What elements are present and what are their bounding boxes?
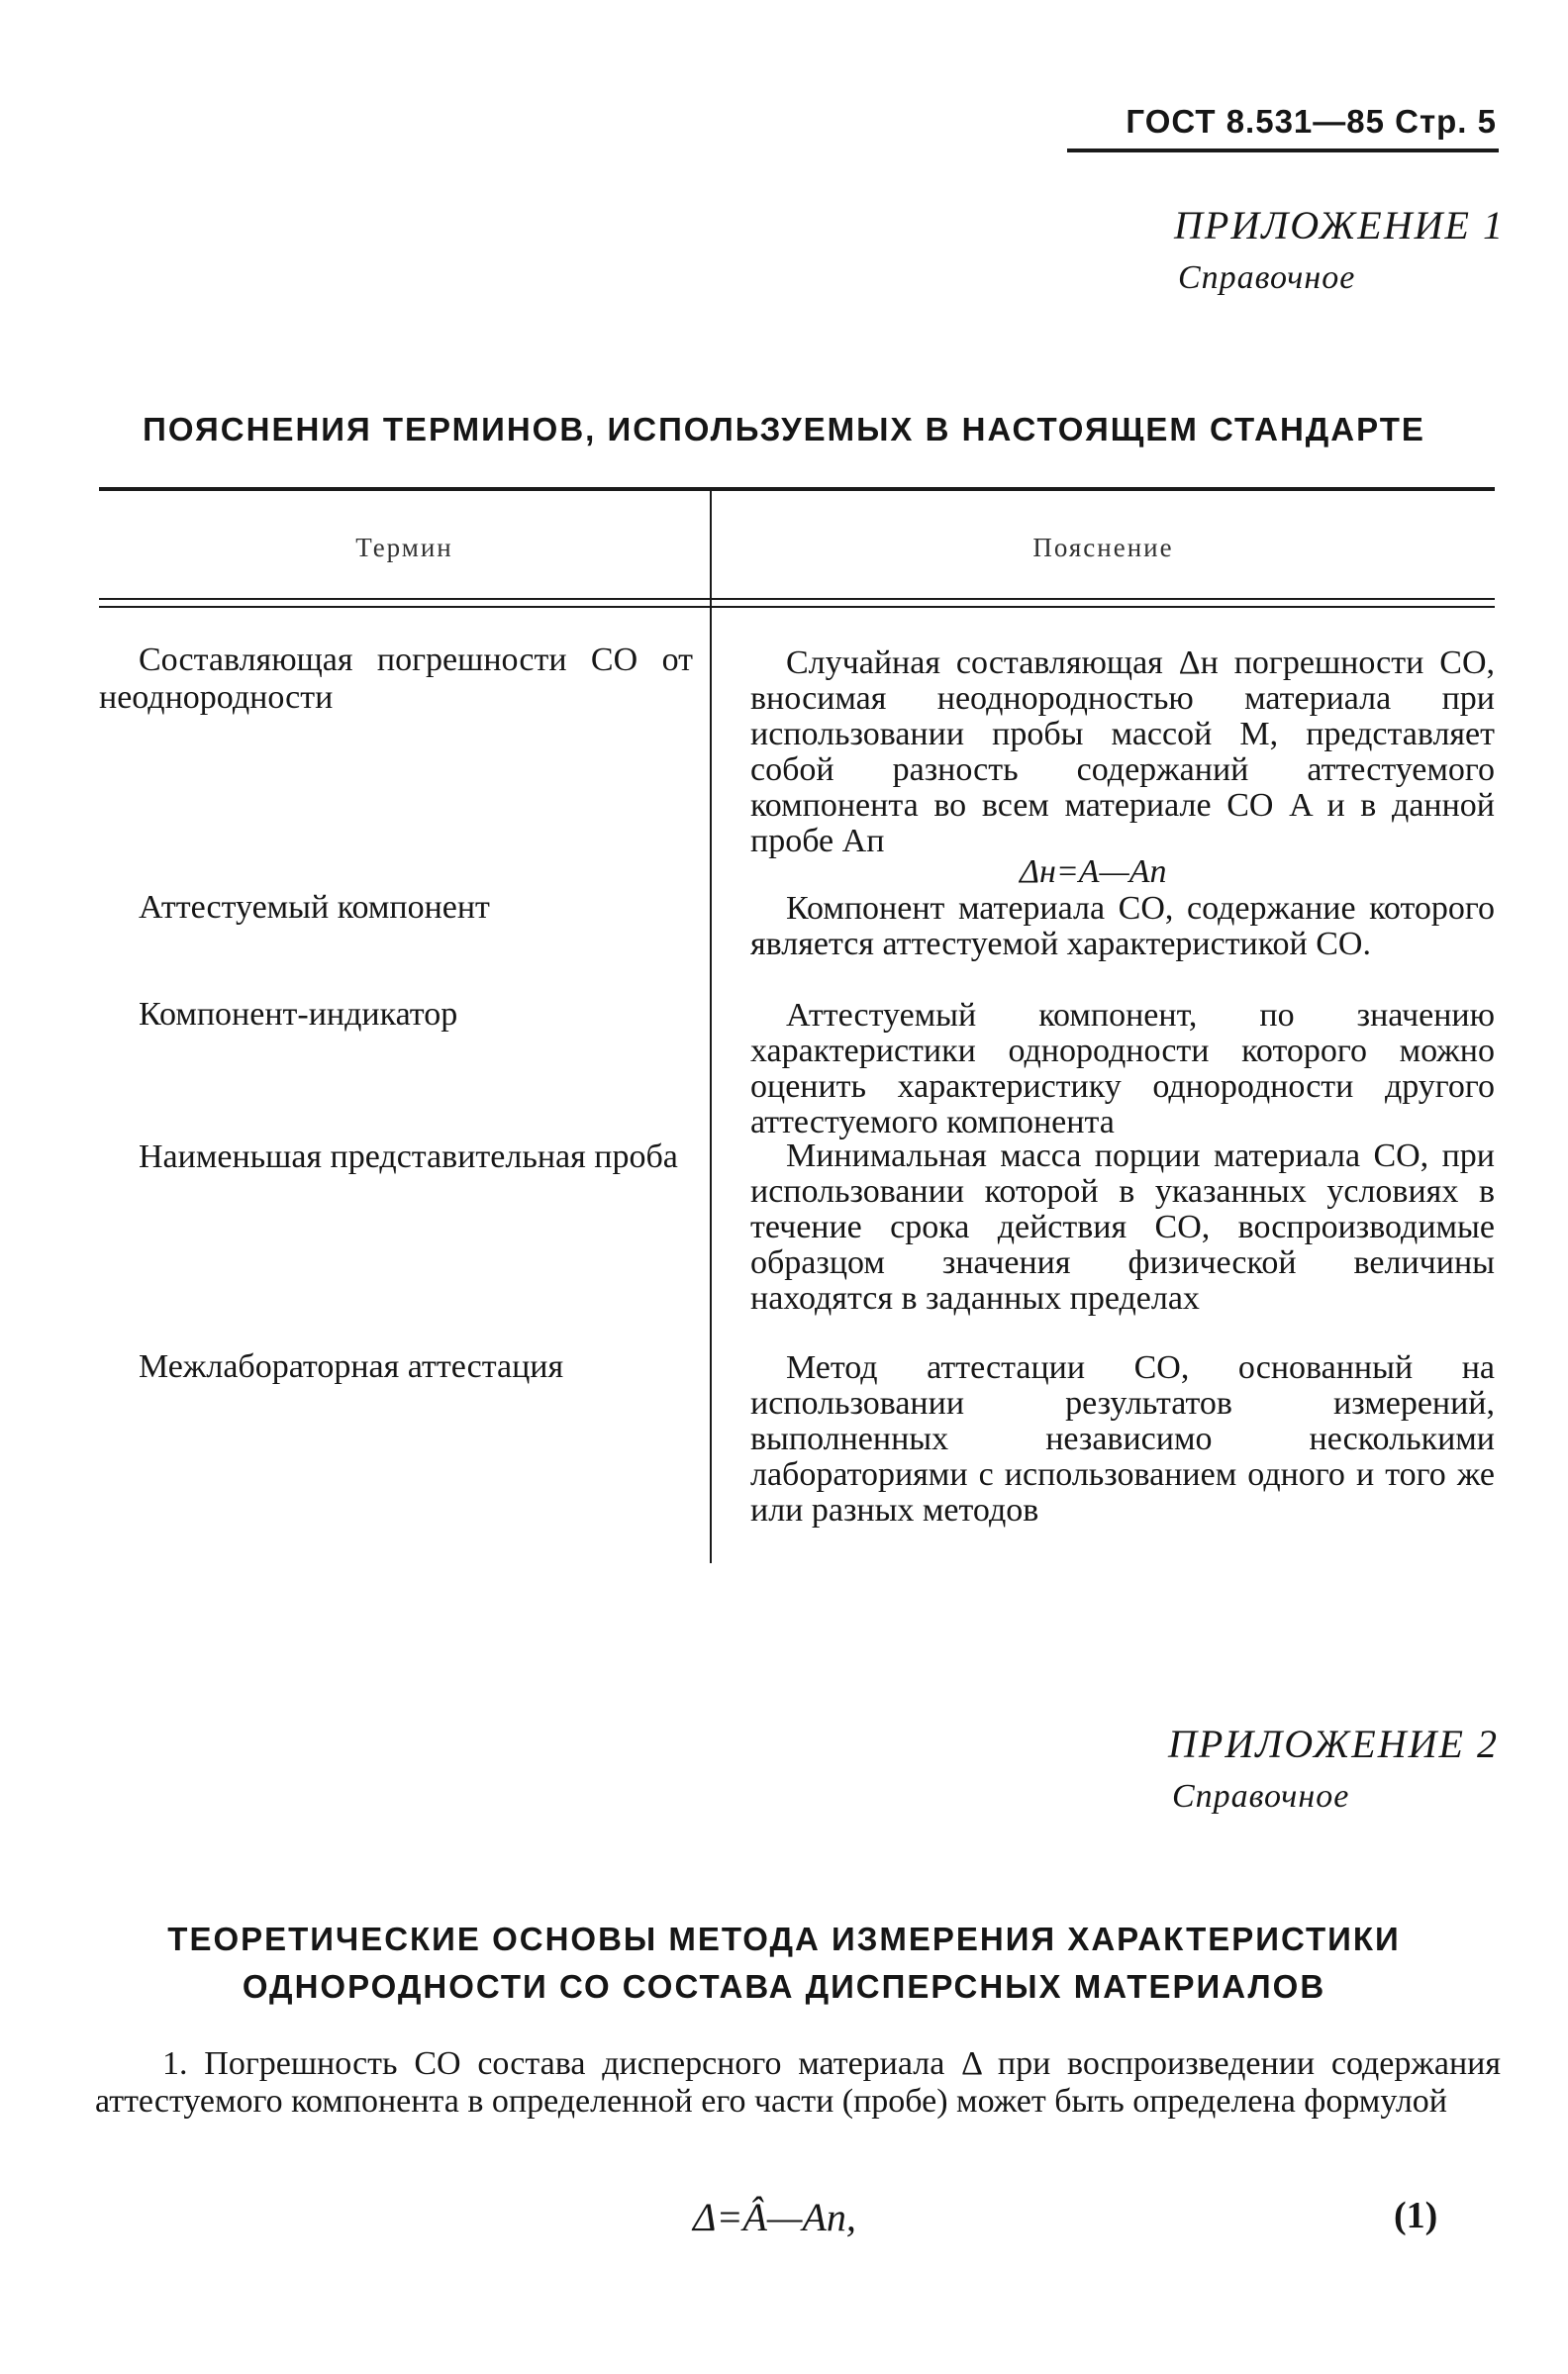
appendix2-subtitle: Справочное <box>1172 1778 1350 1815</box>
table-row-term: Компонент-индикатор <box>139 996 458 1033</box>
appendix2-label: ПРИЛОЖЕНИЕ 2 <box>1168 1722 1499 1766</box>
table-row-term: Аттестуемый компонент <box>139 889 490 926</box>
table-header-rule-2 <box>99 606 1495 608</box>
table-row-term: Межлабораторная аттестация <box>139 1348 564 1385</box>
table-row-explanation: Компонент материала СО, содержание которого является аттестуемой характеристикой СО. <box>750 890 1495 962</box>
appendix1-label: ПРИЛОЖЕНИЕ 1 <box>1174 203 1505 247</box>
table-row-formula: Δн=A—Aп <box>1020 853 1167 890</box>
page-header: ГОСТ 8.531—85 Стр. 5 <box>1126 103 1497 140</box>
paragraph-1: 1. Погрешность СО состава дисперсного материала Δ при воспроизведении содержания аттестуемого компонента в определенной его части (пробе) может быть определена формулой <box>95 2045 1501 2120</box>
table-row-explanation: Минимальная масса порции материала СО, при использовании которой в указанных условиях в течение срока действия СО, воспроизводимые образцом значения физической величины находятся в заданных пределах <box>750 1138 1495 1317</box>
formula-1: Δ=Â—Aп, <box>693 2195 856 2239</box>
appendix2-title-line1: ТЕОРЕТИЧЕСКИЕ ОСНОВЫ МЕТОДА ИЗМЕРЕНИЯ ХАРАКТЕРИСТИКИ <box>167 1921 1401 1957</box>
table-column-divider <box>710 489 712 1563</box>
header-rule <box>1067 148 1499 152</box>
appendix2-title-line2: ОДНОРОДНОСТИ СО СОСТАВА ДИСПЕРСНЫХ МАТЕРИАЛОВ <box>242 1968 1326 2005</box>
table-row-term: Составляющая погрешности СО от неоднородности <box>99 642 693 716</box>
formula-1-number: (1) <box>1394 2195 1438 2236</box>
table-row-explanation: Аттестуемый компонент, по значению характеристики однородности которого можно оценить характеристику однородности другого аттестуемого компонента <box>750 997 1495 1140</box>
appendix1-title: ПОЯСНЕНИЯ ТЕРМИНОВ, ИСПОЛЬЗУЕМЫХ В НАСТОЯЩЕМ СТАНДАРТЕ <box>143 411 1425 447</box>
table-top-rule <box>99 487 1495 491</box>
table-header-explanation: Пояснение <box>1032 533 1174 562</box>
table-row-explanation: Метод аттестации СО, основанный на использовании результатов измерений, выполненных независимо несколькими лабораториями с использованием одного и того же или разных методов <box>750 1349 1495 1529</box>
table-row-explanation-text: Случайная составляющая Δн погрешности СО, вносимая неоднородностью материала при использовании пробы массой M, представляет собой разность содержаний аттестуемого компонента во всем материале СО A и в данной пробе Aп <box>750 644 1495 859</box>
table-header-term: Термин <box>355 533 453 562</box>
appendix1-subtitle: Справочное <box>1178 259 1356 296</box>
table-row-term: Наименьшая представительная проба <box>139 1138 678 1175</box>
table-row-explanation <box>750 645 1495 859</box>
table-header-rule-1 <box>99 598 1495 600</box>
